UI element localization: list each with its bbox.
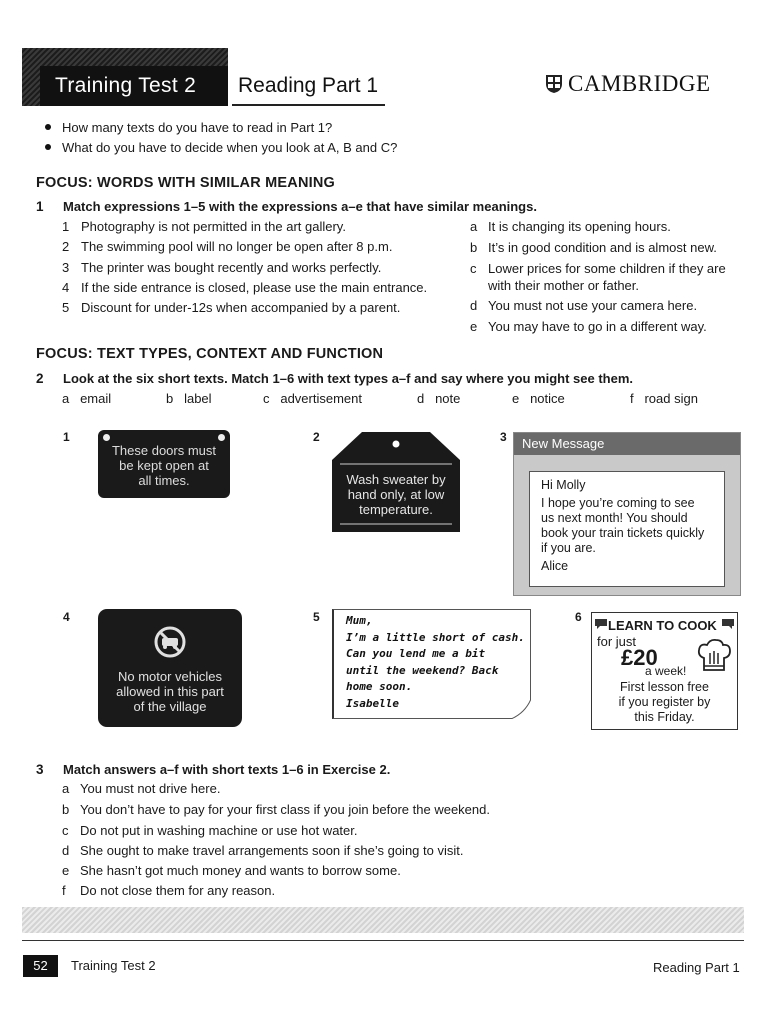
label-text-line: Wash sweater by [346, 472, 446, 487]
question-number: 1 [36, 199, 44, 214]
sign-text-line: of the village [133, 699, 207, 714]
sign-text-line: all times. [138, 473, 190, 488]
email-title-bar: New Message [514, 433, 740, 455]
item-text: Photography is not permitted in the art gallery. [81, 219, 346, 234]
exhibit-number: 6 [575, 610, 582, 624]
email-greeting: Hi Molly [541, 478, 586, 492]
answer-letter: c [62, 823, 69, 838]
item-number: 5 [62, 300, 70, 315]
sign-text-line: allowed in this part [116, 684, 224, 699]
exhibit-number: 4 [63, 610, 70, 624]
page-number: 52 [23, 955, 58, 977]
email-text-line: if you are. [541, 541, 596, 555]
question-instruction: Match answers a–f with short texts 1–6 in Exercise 2. [63, 762, 391, 777]
footer-part-label: Reading Part 1 [653, 960, 740, 975]
footer-test-label: Training Test 2 [71, 958, 156, 973]
shield-icon [545, 74, 563, 94]
note-line: I’m a little short of cash. [346, 630, 525, 644]
exhibit-number: 3 [500, 430, 507, 444]
speech-bubble-icon [721, 618, 735, 630]
question-instruction: Look at the six short texts. Match 1–6 with text types a–f and say where you might see them. [63, 371, 633, 386]
answer-text: She hasn’t got much money and wants to borrow some. [80, 863, 401, 878]
type-option: d note [417, 391, 461, 406]
question-number: 2 [36, 371, 44, 386]
intro-bullet: What do you have to decide when you look at A, B and C? [45, 140, 397, 155]
email-signature: Alice [541, 559, 569, 573]
answer-letter: e [62, 863, 70, 878]
footer-divider [22, 940, 744, 941]
handwritten-note [332, 609, 531, 719]
ad-for-just: for just [597, 634, 637, 649]
ad-text-line: if you register by [618, 695, 711, 709]
exhibit-number: 5 [313, 610, 320, 624]
item-text: It’s in good condition and is almost new. [488, 240, 717, 255]
answer-text: She ought to make travel arrangements soon if she’s going to visit. [80, 843, 464, 858]
ad-text-line: First lesson free [620, 680, 709, 694]
type-option: b label [166, 391, 212, 406]
type-option: e notice [512, 391, 565, 406]
type-option: a email [62, 391, 112, 406]
email-text-line: I hope you’re coming to see [541, 496, 695, 510]
item-letter: d [470, 298, 478, 313]
note-line: until the weekend? Back [346, 663, 499, 677]
answer-text: Do not close them for any reason. [80, 883, 276, 898]
note-line: Mum, [346, 614, 373, 627]
item-text: If the side entrance is closed, please use the main entrance. [81, 280, 428, 295]
answer-letter: b [62, 802, 70, 817]
item-number: 1 [62, 219, 70, 234]
item-text: Lower prices for some children if they are [488, 261, 726, 276]
screw-icon [103, 434, 110, 441]
item-letter: b [470, 240, 478, 255]
ad-text-line: this Friday. [634, 710, 695, 724]
email-body [529, 471, 725, 587]
type-option: f road sign [630, 391, 698, 406]
email-text-line: us next month! You should [541, 511, 688, 525]
exhibit-number: 2 [313, 430, 320, 444]
intro-bullet: How many texts do you have to read in Part 1? [45, 120, 332, 135]
answer-text: You don’t have to pay for your first class if you join before the weekend. [80, 802, 490, 817]
section-heading: FOCUS: TEXT TYPES, CONTEXT AND FUNCTION [36, 346, 384, 362]
exhibit-number: 1 [63, 430, 70, 444]
email-text-line: book your train tickets quickly [541, 526, 705, 540]
test-title: Training Test 2 [55, 74, 197, 97]
item-text: It is changing its opening hours. [488, 219, 671, 234]
door-notice-sign [98, 430, 230, 498]
ad-price: £20 [621, 645, 658, 670]
item-text: Discount for under-12s when accompanied by a parent. [81, 300, 401, 315]
note-line: home soon. [346, 680, 413, 693]
chef-hat-icon [696, 637, 732, 673]
ad-heading: LEARN TO COOK [608, 618, 717, 633]
email-message-window [513, 432, 741, 596]
part-title-underline [232, 104, 385, 106]
item-number: 3 [62, 260, 70, 275]
sign-text-line: No motor vehicles [117, 669, 223, 684]
answer-letter: d [62, 843, 70, 858]
item-text: You must not use your camera here. [488, 298, 698, 313]
answer-text: You must not drive here. [80, 781, 221, 796]
cooking-advertisement [591, 612, 738, 730]
item-letter: e [470, 319, 478, 334]
note-line: Can you lend me a bit [346, 647, 486, 660]
part-title: Reading Part 1 [238, 74, 379, 97]
cambridge-logo [545, 71, 711, 97]
label-text-line: hand only, at low [347, 487, 445, 502]
item-text: You may have to go in a different way. [488, 319, 707, 334]
question-number: 3 [36, 762, 44, 777]
clothing-label [332, 432, 460, 532]
item-number: 2 [62, 239, 70, 254]
item-text-continued: with their mother or father. [488, 278, 640, 293]
note-signature: Isabelle [346, 696, 399, 710]
item-text: The printer was bought recently and works perfectly. [81, 260, 382, 275]
label-text-line: temperature. [359, 502, 433, 517]
ad-per-week: a week! [645, 664, 687, 678]
answer-text: Do not put in washing machine or use hot water. [80, 823, 358, 838]
road-sign [98, 609, 242, 727]
sign-text-line: be kept open at [119, 458, 209, 473]
no-vehicles-icon [153, 625, 187, 659]
answer-letter: f [62, 883, 66, 898]
item-text: The swimming pool will no longer be open after 8 p.m. [81, 239, 393, 254]
item-letter: a [470, 219, 478, 234]
sign-text-line: These doors must [111, 443, 217, 458]
type-option: c advertisement [263, 391, 362, 406]
brand-name: CAMBRIDGE [568, 71, 711, 96]
item-letter: c [470, 261, 477, 276]
screw-icon [218, 434, 225, 441]
answer-letter: a [62, 781, 70, 796]
speech-bubble-icon [594, 618, 608, 630]
item-number: 4 [62, 280, 70, 295]
footer-decoration [22, 907, 744, 933]
question-instruction: Match expressions 1–5 with the expressions a–e that have similar meanings. [63, 199, 537, 214]
section-heading: FOCUS: WORDS WITH SIMILAR MEANING [36, 175, 335, 191]
